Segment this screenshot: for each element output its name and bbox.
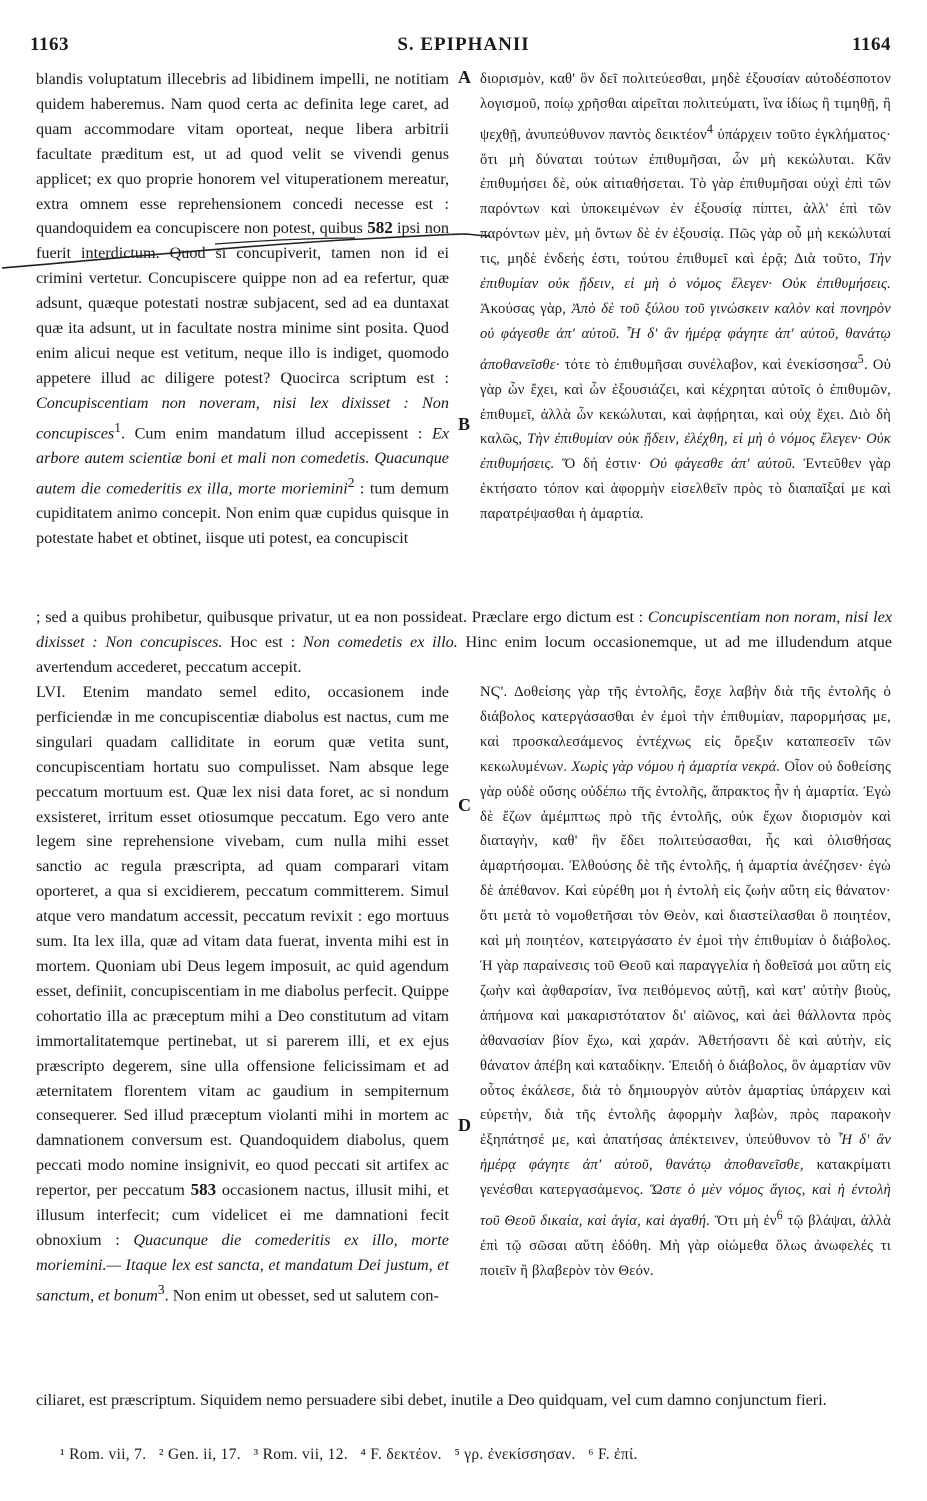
greek-a-text-5: . Οὐ γὰρ ὧν ἔχει, καὶ ὧν ἐξουσιάζει, καὶ κέχρηται αὐτοῖς ὁ ἐπιθυμῶν, ἐπιθυμεῖ, ἀλλὰ ὧν κεκώλυται, καὶ ἀφῄρηται, καὶ οὐχ ἔχει. Διὸ δὴ καλῶς, (480, 356, 891, 448)
latin-cont-text-2: Hoc est : (230, 632, 296, 651)
column-mark-583: 583 (190, 1180, 217, 1200)
margin-letter-d: D (458, 1115, 471, 1135)
footnote-text: Rom. vii, 12. (262, 1446, 348, 1463)
greek-a-text: διορισμὸν, καθ' ὃν δεῖ πολιτεύεσθαι, μηδὲ ἐξουσίαν αὐτοδέσποτον λογισμοῦ, ποίῳ χρῆσθαι αἱρεῖται πολιτεύματι, ἵνα ἰδίως ἢ τιμηθῇ, ἢ ψεχθῇ, ἀνυπεύθυνον παντὸς δεικτέον (480, 71, 891, 143)
running-title: S. EPIPHANII (397, 34, 530, 55)
scripture-quote: Οὐ φάγεσθε ἀπ' αὐτοῦ. (649, 456, 796, 473)
footnote-text: F. ἐπί. (598, 1446, 638, 1463)
latin-tail: ciliaret, est præscriptum. Siquidem nemo persuadere sibi debet, inutile a Deo quidquam, vel cum damno conjunctum fieri. (36, 1391, 827, 1409)
footnote-ref: 6 (776, 1208, 783, 1223)
margin-letter-c: C (458, 795, 471, 815)
footnote-ref: 1 (114, 419, 121, 435)
scripture-quote: Quacunque die comederitis ex illo, morte moriemini.— Itaque lex est sancta, et mandatum Dei justum, et sanctum, et bonum (36, 1230, 449, 1305)
latin-a-text: blandis voluptatum illecebris ad libidinem impelli, ne notitiam quidem haberemus. Nam quod certa ac definita lege caret, ad quam accommodare vitam oporteat, neque libera arbitrii facultate præditum est, ut ad quod velit se vivendi genus applicet; ex quo proprie honorem vel vituperationem mereatur, extra omnem esse reprehensionem concedi necesse est : quandoquidem ea concupiscere non potest, quibus (36, 70, 449, 238)
scripture-quote: Ἀπὸ δὲ τοῦ ξύλου τοῦ γινώσκειν καλὸν καὶ πονηρὸν οὐ φάγεσθε ἀπ' αὐτοῦ. Ἧ δ' ἂν ἡμέρᾳ φάγητε ἀπ' αὐτοῦ, θανάτῳ ἀποθανεῖσθε· (480, 301, 891, 373)
greek-a-text-7: Ἐντεῦθεν γὰρ ἐκτήσατο τόπον καὶ ἀφορμὴν εἰσελθεῖν πρὸς τὸ διαπαῖξαί με καὶ παρατρέψασθαι ἡ ἁμαρτία. (480, 456, 891, 523)
footnote-text: Rom. vii, 7. (69, 1446, 147, 1463)
footnotes (60, 1446, 638, 1464)
latin-column-a (36, 67, 449, 551)
scripture-quote: Ex arbore autem scientiæ boni et mali non comedetis. Quacunque autem die comederitis ex illa, morte moriemini (36, 424, 450, 498)
greek-b-text-5: τῷ βλάψαι, ἀλλὰ ἐπὶ τῷ σῶσαι αὕτη ἐδόθη. Μὴ γὰρ οἰώμεθα ὅλως ἀνωφελές τι ποιεῖν ἢ βλαβερὸν τὸν Θεόν. (480, 1212, 892, 1279)
latin-continuation (36, 605, 892, 680)
footnote-number: ⁶ (588, 1446, 594, 1463)
scripture-quote: Χωρὶς γὰρ νόμου ἡ ἁμαρτία νεκρά. (571, 758, 781, 775)
footnote-number: ² (158, 1446, 164, 1463)
latin-b-text: LVI. Etenim mandato semel edito, occasionem inde perficiendæ in me concupiscentiæ diabolus est nactus, cum me singulari quadam calliditate in eorum quæ vetita sunt, concupiscentiam hortatu suo compulisset. Nam absque lege peccatum mortuum est. Quæ lex nisi data foret, ac si nondum exsisteret, irritum esset otiosumque peccatum. Ego vero ante legem sine reprehensione vivebam, cum nulla mihi esset sanctio ac regula præscripta, ad quam comparari vitam oporteret, a qua si excidierem, peccatum committerem. Simul atque vero mandatum accessit, peccatum revixit : ego mortuus sum. Ita lex illa, quæ ad vitam data fuerat, inventa mihi est in mortem. Quoniam ubi Deus legem imposuit, ac quid agendum esset, definiit, concupiscentiam in me diabolus perfecit. Quippe cohortatio illa ac præceptum mihi a Deo constitutum ad vitam immortalitatemque pertinebat, ut si parerem illi, et ex ejus præscripto degerem, sine ulla offensione felicissimam et ad æternitatem florentem vitam ac gaudium in sempiternum consequerer. Sed illud præceptum violanti mihi in mortem ac damnationem conversum est. Quandoquidem diabolus, quem peccati modo nomine insignivit, eo quod peccati sit artifex ac repertor, per peccatum (36, 683, 449, 1200)
greek-b-text-3: κατακρίματι γενέσθαι κατεργασάμενος. (480, 1157, 891, 1199)
footnote-ref: 3 (157, 1281, 165, 1297)
margin-letter-a: A (458, 67, 471, 87)
greek-column-b (480, 680, 891, 1284)
footnote-ref: 2 (347, 474, 355, 490)
latin-b-text-3: . Non enim ut obesset, sed ut salutem con- (164, 1286, 439, 1305)
latin-cont-text-3: Hinc enim locum occasionemque, ut ad me illudendum atque avertendum accederet, peccatum accepit. (36, 632, 893, 676)
scripture-quote: Non comedetis ex illo. (302, 632, 458, 651)
latin-a-text-4: : tum demum cupiditatem animo concepit. Non enim quæ cupidus quisque in potestate habet et obtinet, iisque uti potest, ea concupiscit (36, 479, 450, 548)
scripture-quote: Ἧ δ' ἂν ἡμέρᾳ φάγητε ἀπ' αὐτοῦ, θανάτῳ ἀποθανεῖσθε, (480, 1132, 892, 1174)
latin-a-text-2: ipsi non fuerit interdictum. Quod si concupiverit, tamen non id ei crimini vertetur. Concupiscere quippe non ad ea refertur, quæ adsunt, quæque potestati nostræ subjacent, sed ad ea duntaxat quæ ita adsunt, ut in facultate nostra minime sint posita. Quod enim alicui neque est vetitum, neque illo is indiget, quomodo appetere illud ac diligere potest? Quocirca scriptum est : (36, 219, 450, 387)
greek-a-text-3: Ἀκούσας γὰρ, (480, 301, 567, 318)
scripture-quote: Ὥστε ὁ μὲν νόμος ἅγιος, καὶ ἡ ἐντολὴ τοῦ Θεοῦ δικαία, καὶ ἁγία, καὶ ἀγαθή. (480, 1182, 891, 1229)
footnote-ref: 4 (706, 121, 714, 136)
footnote-number: ⁵ (454, 1446, 461, 1463)
greek-a-text-2: ὑπάρχειν τοῦτο ἐγκλήματος· ὅτι μὴ δύναται τούτων ἐπιθυμῆσαι, ὧν μὴ κεκώλυται. Κἂν ἐπιθυμήσει δὲ, οὐκ αἰτιαθήσεται. Τὸ γὰρ ἐπιθυμῆσαι οὐχὶ ἐπὶ τῶν παρόντων καὶ ὑποκειμένων ἐν ἐξουσίᾳ πίπτει, ἀλλ' ἐπὶ τῶν παρόντων μὲν, μὴ ὄντων δὲ ἐν ἐξουσίᾳ. Πῶς γὰρ οὗ μὴ κεκώλυταί τις, μηδὲ ἐνδεής ἐστι, τούτου ἐπιθυμεῖ καὶ ἐρᾷ; Διὰ τοῦτο, (480, 126, 892, 268)
footnote-number: ³ (253, 1446, 259, 1463)
greek-b-text-2: Οἷον οὐ δοθείσης γὰρ οὐδὲ οὔσης οὐδέπω τῆς ἐντολῆς, ἄπρακτος ἦν ἡ ἁμαρτία. Ἐγὼ δὲ ἔζων ἀμέμπτως πρὸ τῆς ἐντολῆς, οὐκ ἔχων διορισμὸν καὶ διαταγὴν, καθ' ἣν ἔδει πολιτεύσασθαι, ἧς καὶ ὀλισθήσας ἁμαρτήσομαι. Ἐλθούσης δὲ τῆς ἐντολῆς, ἡ ἁμαρτία ἀνέζησεν· ἐγὼ δὲ ἀπέθανον. Καὶ εὑρέθη μοι ἡ ἐντολὴ εἰς ζωὴν αὕτη εἰς θάνατον· ὅτι μετὰ τὸ νομοθετῆσαι τὸν Θεὸν, καὶ διαστείλασθαι ὃ ποιητέον, καὶ μὴ ποιητέον, κατειργάσατο ἐν ἐμοὶ τὴν ἐπιθυμίαν ὁ διάβολος. Ἡ γὰρ παραίνεσις τοῦ Θεοῦ καὶ παραγγελία ἡ δοθεῖσά μοι αὕτη εἰς ζωὴν καὶ ἀφθαρσίαν, ἵνα πειθόμενος αὐτῇ, καὶ κατ' αὐτὴν βιοὺς, ἀπήμονα καὶ μακαριστότατον δι' αἰῶνος, καὶ ἀεὶ θάλλοντα πρὸς ἀθανασίαν βίον ἔχω, καὶ χαράν. Ἀθετήσαντι δὲ καὶ αὐτὴν, εἰς θάνατον ἀπέβη καὶ καταδίκην. Ἐπειδὴ ὁ διάβολος, ὃν ἁμαρτίαν νῦν οὗτος ἐκάλεσε, διὰ τὸ δημιουργὸν αὐτὸν ἁμαρτίας ὑπάρχειν καὶ εὑρετὴν, διὰ τῆς ἐντολῆς ἀφορμὴν λαβὼν, πρὸς παρακοὴν ἐξηπάτησέ με, καὶ ἀπατήσας ἀπέκτεινεν, ὑπεύθυνον τὸ (480, 758, 891, 1149)
greek-b-text: ΝϚ'. Δοθείσης γὰρ τῆς ἐντολῆς, ἔσχε λαβὴν διὰ τῆς ἐντολῆς ὁ διάβολος κατεργάσασθαι ἐν ἐμοὶ τὴν ἐπιθυμίαν, παρορμήσας με, καὶ προσκαλεσάμενος ἐντέχνως εἰς ὄρεξιν καταπεσεῖν τῶν κεκωλυμένων. (480, 684, 891, 775)
footnote-number: ⁴ (360, 1446, 367, 1463)
scripture-quote: Concupiscentiam non noram, nisi lex dixisset : Non concupisces. (36, 608, 892, 651)
scripture-quote: Τὴν ἐπιθυμίαν οὐκ ᾔδειν, ἐλέχθη, εἰ μὴ ὁ νόμος ἔλεγεν· Οὐκ ἐπιθυμήσεις. (480, 431, 891, 473)
latin-column-b (36, 680, 449, 1308)
footnote-number: ¹ (60, 1446, 65, 1463)
margin-letter-b: B (458, 414, 471, 434)
column-mark-582: 582 (367, 218, 393, 238)
greek-b-text-4: Ὅτι μὴ ἐν (714, 1212, 777, 1229)
footnote-text: F. δεκτέον. (370, 1446, 442, 1463)
column-number-right: 1164 (852, 34, 891, 55)
latin-a-text-3: . Cum enim mandatum illud accepissent : (120, 424, 423, 443)
footnote-ref: 5 (857, 351, 864, 366)
latin-b-text-2: occasionem nactus, illusit mihi, et illusum interfecit; cum videlicet ei me damnationi fecit obnoxium : (36, 1181, 450, 1249)
latin-cont-text: ; sed a quibus prohibetur, quibusque privatur, ut ea non possideat. Præclare ergo dictum est : (36, 608, 644, 626)
column-number-left: 1163 (30, 34, 69, 55)
scripture-quote: Τὴν ἐπιθυμίαν οὐκ ᾔδειν, εἰ μὴ ὁ νόμος ἔλεγεν· Οὐκ ἐπιθυμήσεις. (480, 251, 891, 293)
greek-a-text-6: Ὅ δή ἐστιν· (562, 456, 642, 473)
footnote-text: Gen. ii, 17. (168, 1446, 241, 1463)
footnote-text: γρ. ἐνεκίσσησαν. (464, 1446, 576, 1463)
greek-a-text-4: τότε τὸ ἐπιθυμῆσαι συνέλαβον, καὶ ἐνεκίσσησα (564, 356, 858, 373)
scripture-quote: Concupiscentiam non noveram, nisi lex dixisset : Non concupisces (36, 393, 449, 443)
greek-column-a (480, 67, 891, 527)
